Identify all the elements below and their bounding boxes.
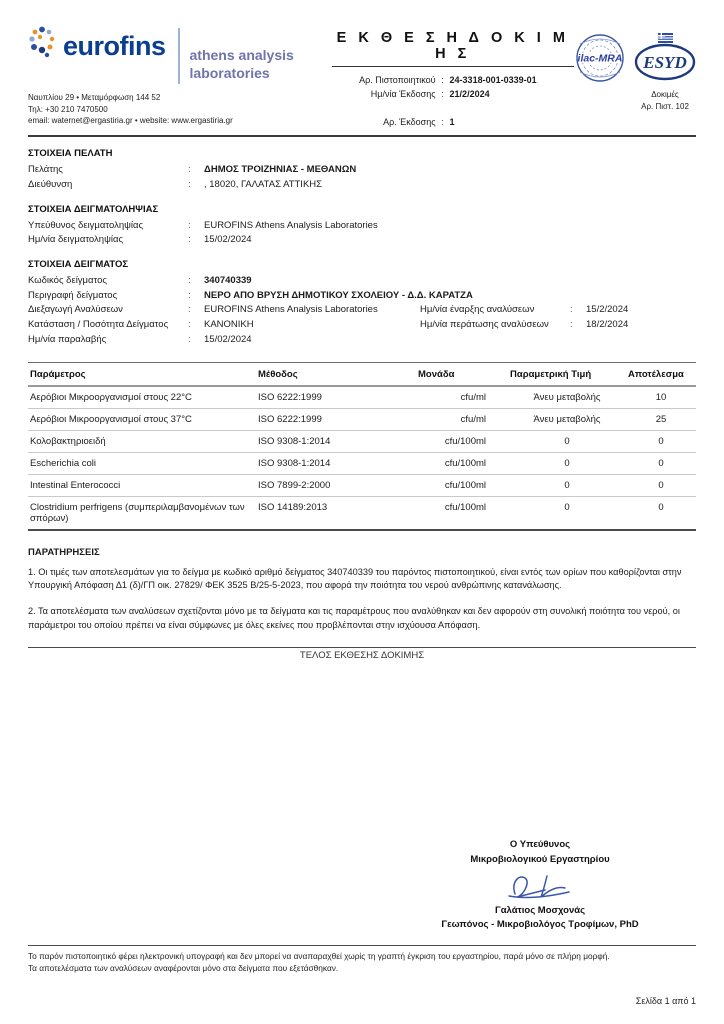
- athens-analysis-wordmark: [190, 46, 294, 82]
- sampling-date-row: [28, 233, 696, 248]
- accreditation-cert-number: Αρ. Πιστ. 102: [641, 102, 689, 111]
- client-section-title: ΣΤΟΙΧΕΙΑ ΠΕΛΑΤΗ: [28, 148, 113, 160]
- table-row: [28, 474, 696, 496]
- address-line: Ναυπλίου 29 • Μεταμόρφωση 144 52: [28, 93, 161, 102]
- cell-parametric-value: 0: [508, 474, 626, 496]
- issue-date-row: [332, 87, 574, 101]
- sample-description-row: [28, 289, 696, 304]
- analysis-start-value: 15/2/2024: [586, 304, 629, 316]
- cell-result: 0: [626, 430, 696, 452]
- ilac-mra-stamp-icon: [574, 32, 626, 113]
- header-unit: Μονάδα: [416, 362, 508, 386]
- email-website-line: email: waternet@ergastiria.gr • website: www.ergastiria.gr: [28, 116, 233, 126]
- signatory-name: Γαλάτιος Μοσχονάς: [494, 904, 586, 916]
- cell-unit: cfu/100ml: [444, 501, 486, 513]
- sample-received-row: [28, 333, 696, 348]
- cell-method: ISO 7899-2:2000: [256, 474, 416, 496]
- page-number: Σελίδα 1 από 1: [635, 996, 696, 1006]
- table-row: [28, 408, 696, 430]
- end-of-report-rule: [28, 647, 696, 648]
- esyd-logo-icon: [634, 32, 696, 87]
- sample-description-label: Περιγραφή δείγματος: [28, 289, 118, 301]
- header-parameter: Παράμετρος: [28, 362, 256, 386]
- end-of-report-label: ΤΕΛΟΣ ΕΚΘΕΣΗΣ ΔΟΚΙΜΗΣ: [299, 649, 425, 661]
- edition-value: 1: [449, 116, 455, 127]
- sample-condition-row: [28, 318, 696, 333]
- cell-unit: cfu/ml: [416, 386, 508, 409]
- table-row: [28, 430, 696, 452]
- client-label: Πελάτης: [28, 164, 63, 176]
- colon: [188, 219, 204, 234]
- svg-text:ilac-MRA: ilac-MRA: [577, 52, 623, 65]
- cell-parametric-value: Άνευ μεταβολής: [508, 386, 626, 409]
- remarks-title: ΠΑΡΑΤΗΡΗΣΕΙΣ: [28, 546, 100, 558]
- colon: [436, 73, 450, 87]
- cell-method: ISO 6222:1999: [256, 408, 416, 430]
- colon: [570, 303, 586, 318]
- cell-unit: cfu/100ml: [416, 474, 508, 496]
- report-title: Ε Κ Θ Ε Σ Η Δ Ο Κ Ι Μ Η Σ: [336, 30, 569, 62]
- cell-unit: cfu/100ml: [416, 430, 508, 452]
- sample-condition-label: Κατάσταση / Ποσότητα Δείγματος: [28, 319, 169, 331]
- signature-block: [390, 838, 690, 933]
- sample-received-label: Ημ/νία παραλαβής: [28, 333, 107, 345]
- signature-icon: [390, 870, 690, 904]
- cell-unit: cfu/100ml: [416, 452, 508, 474]
- cell-parameter: Κολοβακτηριοειδή: [28, 430, 256, 452]
- colon: [436, 115, 450, 129]
- eurofins-dots-icon: [28, 26, 58, 65]
- sublogo-line1: athens analysis: [189, 47, 294, 63]
- results-table: [28, 362, 696, 531]
- colon: [188, 163, 204, 178]
- footer-note-1: Το παρόν πιστοποιητικό φέρει ηλεκτρονική υπογραφή και δεν μπορεί να αναπαραχθεί χωρίς τη γραπτή έγκριση του εργαστηρίου, παρά μόνο σε πλήρη μορφή.: [28, 950, 610, 961]
- cell-parameter: Clostridium perfrigens (συμπεριλαμβανομένων των σπόρων): [30, 501, 245, 524]
- edition-label: Αρ. Έκδοσης: [383, 116, 436, 127]
- footer-note-2: Τα αποτελέσματα των αναλύσεων αναφέρονται μόνο στα δείγματα που εξετάσθηκαν.: [28, 962, 339, 973]
- remark-note-1: 1. Οι τιμές των αποτελεσμάτων για το δείγμα με κωδικό αριθμό δείγματος 340740339 του παρόντος πιστοποιητικού, είναι εντός των ορίων που καθορίζονται στην Υπουργική Απόφαση Δ1 (δ)/ΓΠ οικ. 27829/ ΦΕΚ 3525 Β/25-5-2023, που αφορά την ποιότητα του νερού ανθρώπινης κατανάλωσης.: [28, 566, 682, 591]
- cell-parameter: Escherichia coli: [28, 452, 256, 474]
- cell-result: 25: [626, 408, 696, 430]
- analysis-by-value: EUROFINS Athens Analysis Laboratories: [204, 304, 378, 316]
- sampling-responsible-label: Υπεύθυνος δειγματοληψίας: [28, 219, 144, 231]
- client-address-label: Διεύθυνση: [28, 178, 73, 190]
- cell-result: 0: [626, 474, 696, 496]
- client-value: ΔΗΜΟΣ ΤΡΟΙΖΗΝΙΑΣ - ΜΕΘΑΝΩΝ: [204, 164, 357, 176]
- issue-date-value: 21/2/2024: [449, 89, 490, 100]
- cell-method: ISO 9308-1:2014: [256, 452, 416, 474]
- cell-parameter: Intestinal Enterococci: [28, 474, 256, 496]
- sampling-responsible-value: EUROFINS Athens Analysis Laboratories: [204, 219, 378, 231]
- cell-method: ISO 9308-1:2014: [256, 430, 416, 452]
- sampling-date-value: 15/02/2024: [204, 234, 252, 246]
- analysis-end-label: Ημ/νία περάτωσης αναλύσεων: [420, 319, 549, 331]
- edition-row: [332, 115, 574, 129]
- remark-note-2: 2. Τα αποτελέσματα των αναλύσεων σχετίζονται μόνο με τα δείγματα και τις παραμέτρους που αναλύθηκαν και δεν αφορούν στη συνολική ποιότητα του νερού, οι παράμετροι του οποίου πρέπει να είναι σύμφωνες με όλες εκείνες που προβλέπονται στην ισχύουσα Απόφαση.: [28, 606, 680, 631]
- cell-parameter: Αερόβιοι Μικροοργανισμοί στους 22°C: [28, 386, 256, 409]
- colon: [188, 303, 204, 318]
- colon: [188, 289, 204, 304]
- accreditation-block: [574, 26, 696, 113]
- cell-parametric-value: 0: [508, 452, 626, 474]
- colon: [188, 318, 204, 333]
- title-underline: [332, 66, 574, 67]
- report-header: [28, 26, 696, 129]
- colon: [570, 318, 586, 333]
- cell-result: 10: [626, 386, 696, 409]
- sample-code-row: [28, 274, 696, 289]
- brand-block: [28, 26, 332, 127]
- header-rule: [28, 135, 696, 137]
- header-result: Αποτέλεσμα: [626, 362, 696, 386]
- header-parametric-value: Παραμετρική Τιμή: [508, 362, 626, 386]
- issue-date-label: Ημ/νία Έκδοσης: [370, 89, 436, 100]
- sample-analysis-row: [28, 303, 696, 318]
- certificate-number-row: [332, 73, 574, 87]
- analysis-end-value: 18/2/2024: [586, 319, 629, 331]
- phone-line: Τηλ: +30 210 7470500: [28, 104, 108, 114]
- sample-code-value: 340740339: [204, 275, 252, 287]
- title-block: [332, 26, 574, 129]
- colon: [188, 333, 204, 348]
- greek-flag-icon: [658, 33, 673, 43]
- colon: [188, 274, 204, 289]
- cell-parameter: Αερόβιοι Μικροοργανισμοί στους 37°C: [28, 408, 256, 430]
- sample-section-title: ΣΤΟΙΧΕΙΑ ΔΕΙΓΜΑΤΟΣ: [28, 259, 129, 271]
- eurofins-wordmark: eurofins: [63, 31, 166, 61]
- footer-notes: [28, 945, 696, 974]
- client-address-row: [28, 178, 696, 193]
- results-header-row: [28, 362, 696, 386]
- cell-method: ISO 6222:1999: [256, 386, 416, 409]
- analysis-start-label: Ημ/νία έναρξης αναλύσεων: [420, 304, 535, 316]
- signatory-title-line1: Ο Υπεύθυνος: [509, 839, 571, 851]
- svg-text:ESYD: ESYD: [643, 53, 687, 72]
- accreditation-text: [641, 89, 689, 113]
- analysis-by-label: Διεξαγωγή Αναλύσεων: [28, 304, 123, 316]
- cell-result: 0: [626, 452, 696, 474]
- sampling-date-label: Ημ/νία δειγματοληψίας: [28, 234, 124, 246]
- cell-parametric-value: 0: [508, 430, 626, 452]
- cell-unit: cfu/ml: [416, 408, 508, 430]
- brand-divider: [178, 28, 180, 84]
- cell-parametric-value: Άνευ μεταβολής: [508, 408, 626, 430]
- certificate-number-value: 24-3318-001-0339-01: [449, 75, 537, 85]
- cell-parametric-value: 0: [564, 501, 570, 513]
- certificate-number-label: Αρ. Πιστοποιητικού: [359, 75, 436, 85]
- bottom-block: [28, 838, 696, 1006]
- header-method: Μέθοδος: [256, 362, 416, 386]
- sample-description-value: ΝΕΡΟ ΑΠΟ ΒΡΥΣΗ ΔΗΜΟΤΙΚΟΥ ΣΧΟΛΕΙΟΥ - Δ.Δ. ΚΑΡΑΤΖΑ: [204, 289, 473, 301]
- sample-code-label: Κωδικός δείγματος: [28, 275, 108, 287]
- sample-received-value: 15/02/2024: [204, 333, 252, 345]
- sample-condition-value: ΚΑΝΟΝΙΚΗ: [204, 319, 254, 331]
- accreditation-tests-label: Δοκιμές: [651, 90, 679, 99]
- colon: [188, 233, 204, 248]
- signatory-title-line2: Μικροβιολογικού Εργαστηρίου: [470, 853, 610, 865]
- table-row: [28, 496, 696, 530]
- table-row: [28, 386, 696, 409]
- table-row: [28, 452, 696, 474]
- client-row: [28, 163, 696, 178]
- colon: [436, 87, 450, 101]
- cell-method: ISO 14189:2013: [258, 501, 328, 513]
- sampling-section-title: ΣΤΟΙΧΕΙΑ ΔΕΙΓΜΑΤΟΛΗΨΙΑΣ: [28, 203, 159, 215]
- client-address-value: , 18020, ΓΑΛΑΤΑΣ ΑΤΤΙΚΗΣ: [204, 178, 323, 190]
- sampling-responsible-row: [28, 219, 696, 234]
- sublogo-line2: laboratories: [189, 65, 270, 82]
- cell-result: 0: [658, 501, 664, 513]
- signatory-role: Γεωπόνος - Μικροβιολόγος Τροφίμων, PhD: [441, 919, 639, 931]
- lab-address: [28, 92, 332, 127]
- colon: [188, 178, 204, 193]
